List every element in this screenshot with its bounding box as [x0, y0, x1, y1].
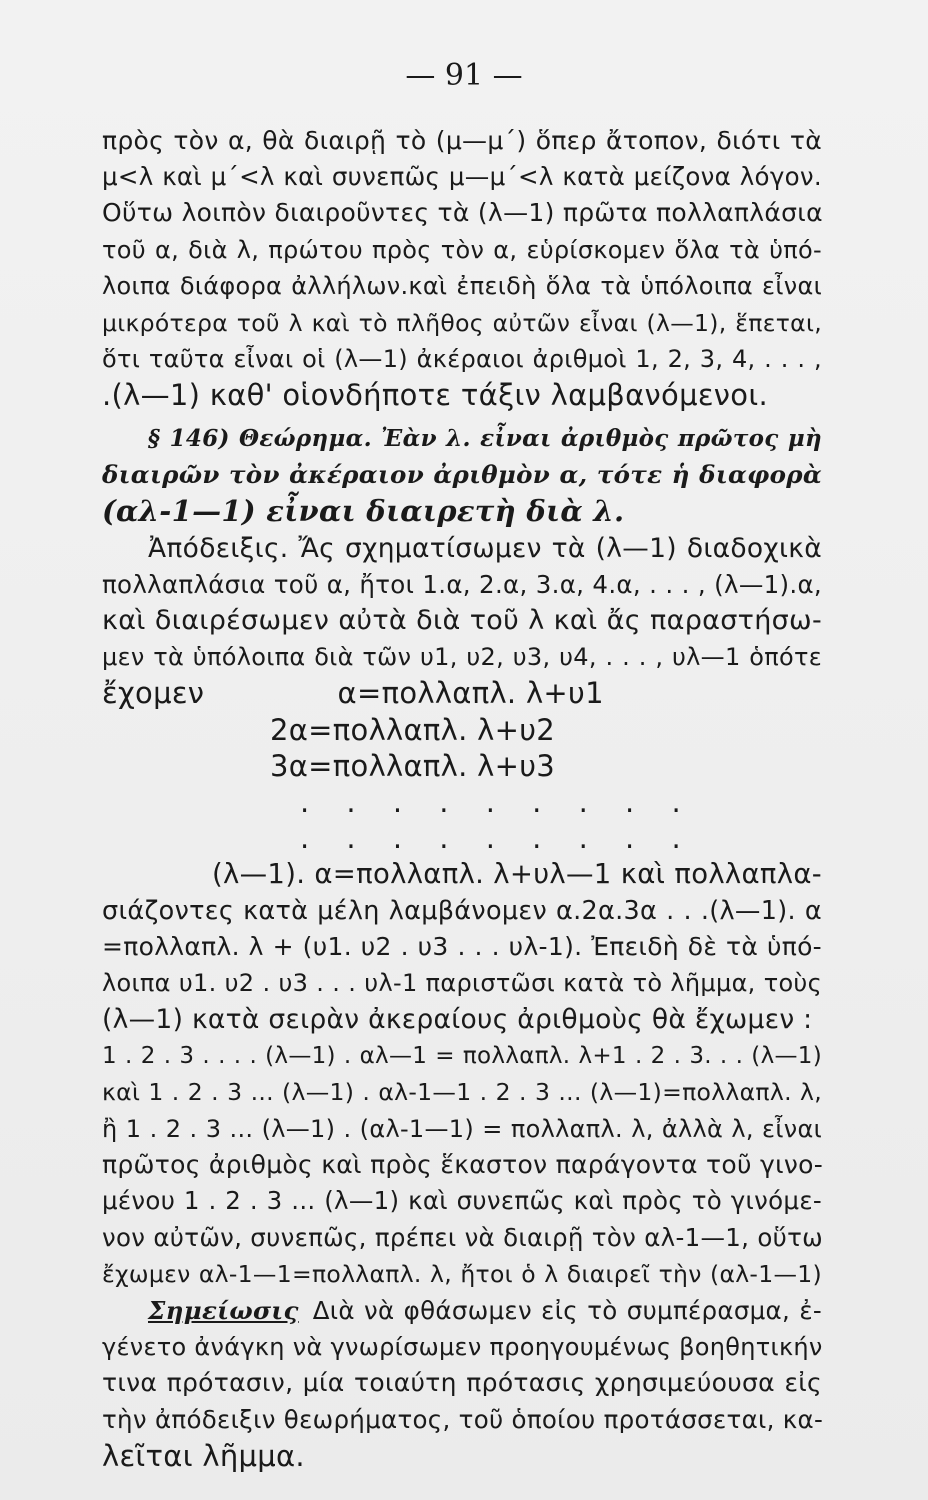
text-line: Διὰ νὰ φθάσωμεν εἰς τὸ συμπέρασμα, ἐ- [312, 1296, 822, 1325]
text-line: πολλαπλάσια τοῦ α, ἤτοι 1.α, 2.α, 3.α, 4.α, . . . , (λ—1).α, [102, 570, 822, 599]
text-line: τὴν ἀπόδειξιν θεωρήματος, τοῦ ὁποίου προτάσσεται, κα- [102, 1405, 824, 1434]
text-line: πρῶτος ἀριθμὸς καὶ πρὸς ἕκαστον παράγοντα τοῦ γινο- [102, 1150, 824, 1179]
text-line: μεν τὰ ὑπόλοιπα διὰ τῶν υ1, υ2, υ3, υ4, . . . , υλ—1 ὁπότε [102, 643, 822, 671]
text-line: ὅτι ταῦτα εἶναι οἱ (λ—1) ἀκέραιοι ἀριθμοὶ 1, 2, 3, 4, . . . , [102, 345, 822, 373]
text-line: .(λ—1) καθ' οἱονδήποτε τάξιν λαμβανόμενοι. [102, 378, 768, 412]
ellipsis-row: . . . . . . . . . [300, 821, 695, 855]
page-number: — 91 — [405, 58, 523, 93]
text-line: νον αὐτῶν, συνεπῶς, πρέπει νὰ διαιρῇ τὸν αλ-1—1, οὕτω [102, 1223, 823, 1252]
equation-line: 2α=πολλαπλ. λ+υ2 [270, 713, 556, 747]
theorem-text: (αλ-1—1) εἶναι διαιρετὴ διὰ λ. [102, 494, 625, 528]
equation-line: (λ—1). α=πολλαπλ. λ+υλ—1 καὶ πολλαπλα- [212, 858, 822, 890]
text-line: (λ—1) κατὰ σειρὰν ἀκεραίους ἀριθμοὺς θὰ ἔχωμεν : [102, 1004, 813, 1035]
text-line: μ<λ καὶ μ΄<λ καὶ συνεπῶς μ—μ΄<λ κατὰ μείζονα λόγον. [102, 162, 822, 191]
text-line: λοιπα υ1. υ2 . υ3 . . . υλ-1 παριστῶσι κατὰ τὸ λῆμμα, τοὺς [102, 969, 822, 997]
text-line: λεῖται λῆμμα. [102, 1439, 305, 1473]
equation-line: καὶ 1 . 2 . 3 ... (λ—1) . αλ-1—1 . 2 . 3 ... (λ—1)=πολλαπλ. λ, [102, 1078, 822, 1106]
text-line: Οὕτω λοιπὸν διαιροῦντες τὰ (λ—1) πρῶτα πολλαπλάσια [102, 198, 823, 227]
text-line: τοῦ α, διὰ λ, πρώτου πρὸς τὸν α, εὑρίσκομεν ὅλα τὰ ὑπό- [102, 236, 822, 264]
text-line: καὶ διαιρέσωμεν αὐτὰ διὰ τοῦ λ καὶ ἄς παραστήσω- [102, 605, 822, 636]
equation-line: ἢ 1 . 2 . 3 ... (λ—1) . (αλ-1—1) = πολλαπλ. λ, ἀλλὰ λ, εἶναι [102, 1115, 822, 1143]
text-line: μικρότερα τοῦ λ καὶ τὸ πλῆθος αὐτῶν εἶναι (λ—1), ἕπεται, [102, 309, 822, 337]
text-line: =πολλαπλ. λ + (υ1. υ2 . υ3 . . . υλ-1). Ἐπειδὴ δὲ τὰ ὑπό- [102, 932, 822, 961]
ellipsis-row: . . . . . . . . . [300, 785, 695, 819]
theorem-heading: § 146) Θεώρημα. Ἐὰν λ. εἶναι ἀριθμὸς πρῶτος μὴ [148, 425, 822, 452]
theorem-text: διαιρῶν τὸν ἀκέραιον ἀριθμὸν α, τότε ἡ διαφορὰ [102, 460, 822, 489]
equation-line: 3α=πολλαπλ. λ+υ3 [270, 749, 556, 783]
equation-line: ἔχομεν α=πολλαπλ. λ+υ1 [102, 676, 604, 710]
text-line: ἔχωμεν αλ-1—1=πολλαπλ. λ, ἤτοι ὁ λ διαιρεῖ τὴν (αλ-1—1) [102, 1260, 822, 1288]
text-line: γένετο ἀνάγκη νὰ γνωρίσωμεν προηγουμένως βοηθητικήν [102, 1333, 823, 1361]
text-line: πρὸς τὸν α, θὰ διαιρῇ τὸ (μ—μ΄) ὅπερ ἄτοπον, διότι τὰ [102, 126, 822, 155]
text-line: λοιπα διάφορα ἀλλήλων.καὶ ἐπειδὴ ὅλα τὰ ὑπόλοιπα εἶναι [102, 272, 822, 300]
text-line: τινα πρότασιν, μία τοιαύτη πρότασις χρησιμεύουσα εἰς [102, 1368, 822, 1397]
text-line: σιάζοντες κατὰ μέλη λαμβάνομεν α.2α.3α . . .(λ—1). α [102, 896, 822, 926]
note-label: Σημείωσις [148, 1296, 299, 1325]
text-line: μένου 1 . 2 . 3 ... (λ—1) καὶ συνεπῶς καὶ πρὸς τὸ γινόμε- [102, 1186, 822, 1215]
note-first-line [148, 1294, 822, 1328]
proof-heading: Ἀπόδειξις. Ἄς σχηματίσωμεν τὰ (λ—1) διαδοχικὰ [148, 533, 822, 564]
equation-line: 1 . 2 . 3 . . . . (λ—1) . αλ—1 = πολλαπλ. λ+1 . 2 . 3. . . (λ—1) [102, 1043, 822, 1069]
